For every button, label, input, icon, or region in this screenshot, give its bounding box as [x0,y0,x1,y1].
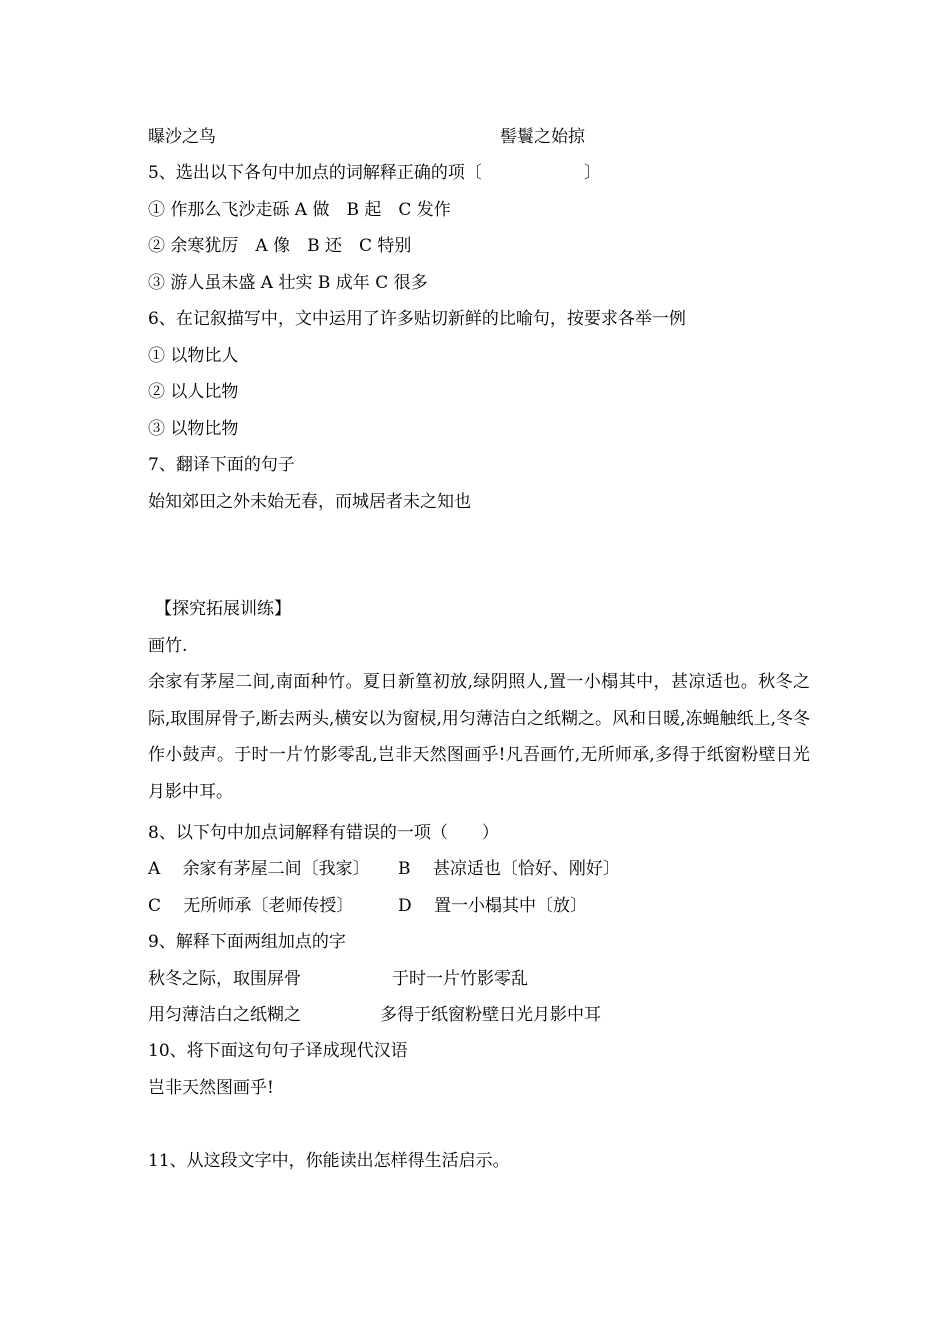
q8-option-d: D 置一小榻其中〔放〕 [398,896,588,916]
q8-title: 8、以下句中加点词解释有错误的一项（ ） [148,823,499,843]
q10-sentence: 岂非天然图画乎! [148,1078,274,1098]
q5-item-2: ② 余寒犹厉 A 像 B 还 C 特别 [148,236,412,256]
q9-row2-right: 多得于纸窗粉壁日光月影中耳 [380,1005,601,1025]
q6-item-3: ③ 以物比物 [148,419,239,439]
q7-sentence: 始知郊田之外未始无春，而城居者未之知也 [148,492,471,512]
passage-text: 余家有茅屋二间,南面种竹。夏日新篁初放,绿阴照人,置一小榻其中，甚凉适也。秋冬之际,取围屏骨子,断去两头,横安以为窗棂,用匀薄洁白之纸糊之。风和日暖,冻蝇触纸上,冬冬作小鼓声。于时一片竹影零乱,岂非天然图画乎!凡吾画竹,无所师承,多得于纸窗粉壁日光月影中耳。 [148,672,810,802]
q5-item-1: ① 作那么飞沙走砾 A 做 B 起 C 发作 [148,200,451,220]
q5-title: 5、选出以下各句中加点的词解释正确的项〔 〕 [148,163,601,183]
q11-title: 11、从这段文字中，你能读出怎样得生活启示。 [148,1151,510,1171]
q5-item-3: ③ 游人虽未盛 A 壮实 B 成年 C 很多 [148,273,428,293]
q9-row1-left: 秋冬之际，取围屏骨 [148,969,301,989]
q7-title: 7、翻译下面的句子 [148,455,295,475]
phrase-left: 曝沙之鸟 [148,127,216,147]
q6-title: 6、在记叙描写中，文中运用了许多贴切新鲜的比喻句，按要求各举一例 [148,309,686,329]
q6-item-1: ① 以物比人 [148,346,239,366]
section-heading: 【探究拓展训练】 [155,599,291,619]
q8-option-b: B 甚凉适也〔恰好、刚好〕 [398,859,620,879]
passage-title: 画竹. [148,636,188,656]
q8-option-c: C 无所师承〔老师传授〕 [148,896,354,916]
q10-title: 10、将下面这句句子译成现代汉语 [148,1041,408,1061]
phrase-right: 髻鬟之始掠 [500,127,585,147]
q9-title: 9、解释下面两组加点的字 [148,932,346,952]
q9-row2-left: 用匀薄洁白之纸糊之 [148,1005,301,1025]
q8-option-a: A 余家有茅屋二间〔我家〕 [148,859,370,879]
q9-row1-right: 于时一片竹影零乱 [392,969,528,989]
q6-item-2: ② 以人比物 [148,382,239,402]
